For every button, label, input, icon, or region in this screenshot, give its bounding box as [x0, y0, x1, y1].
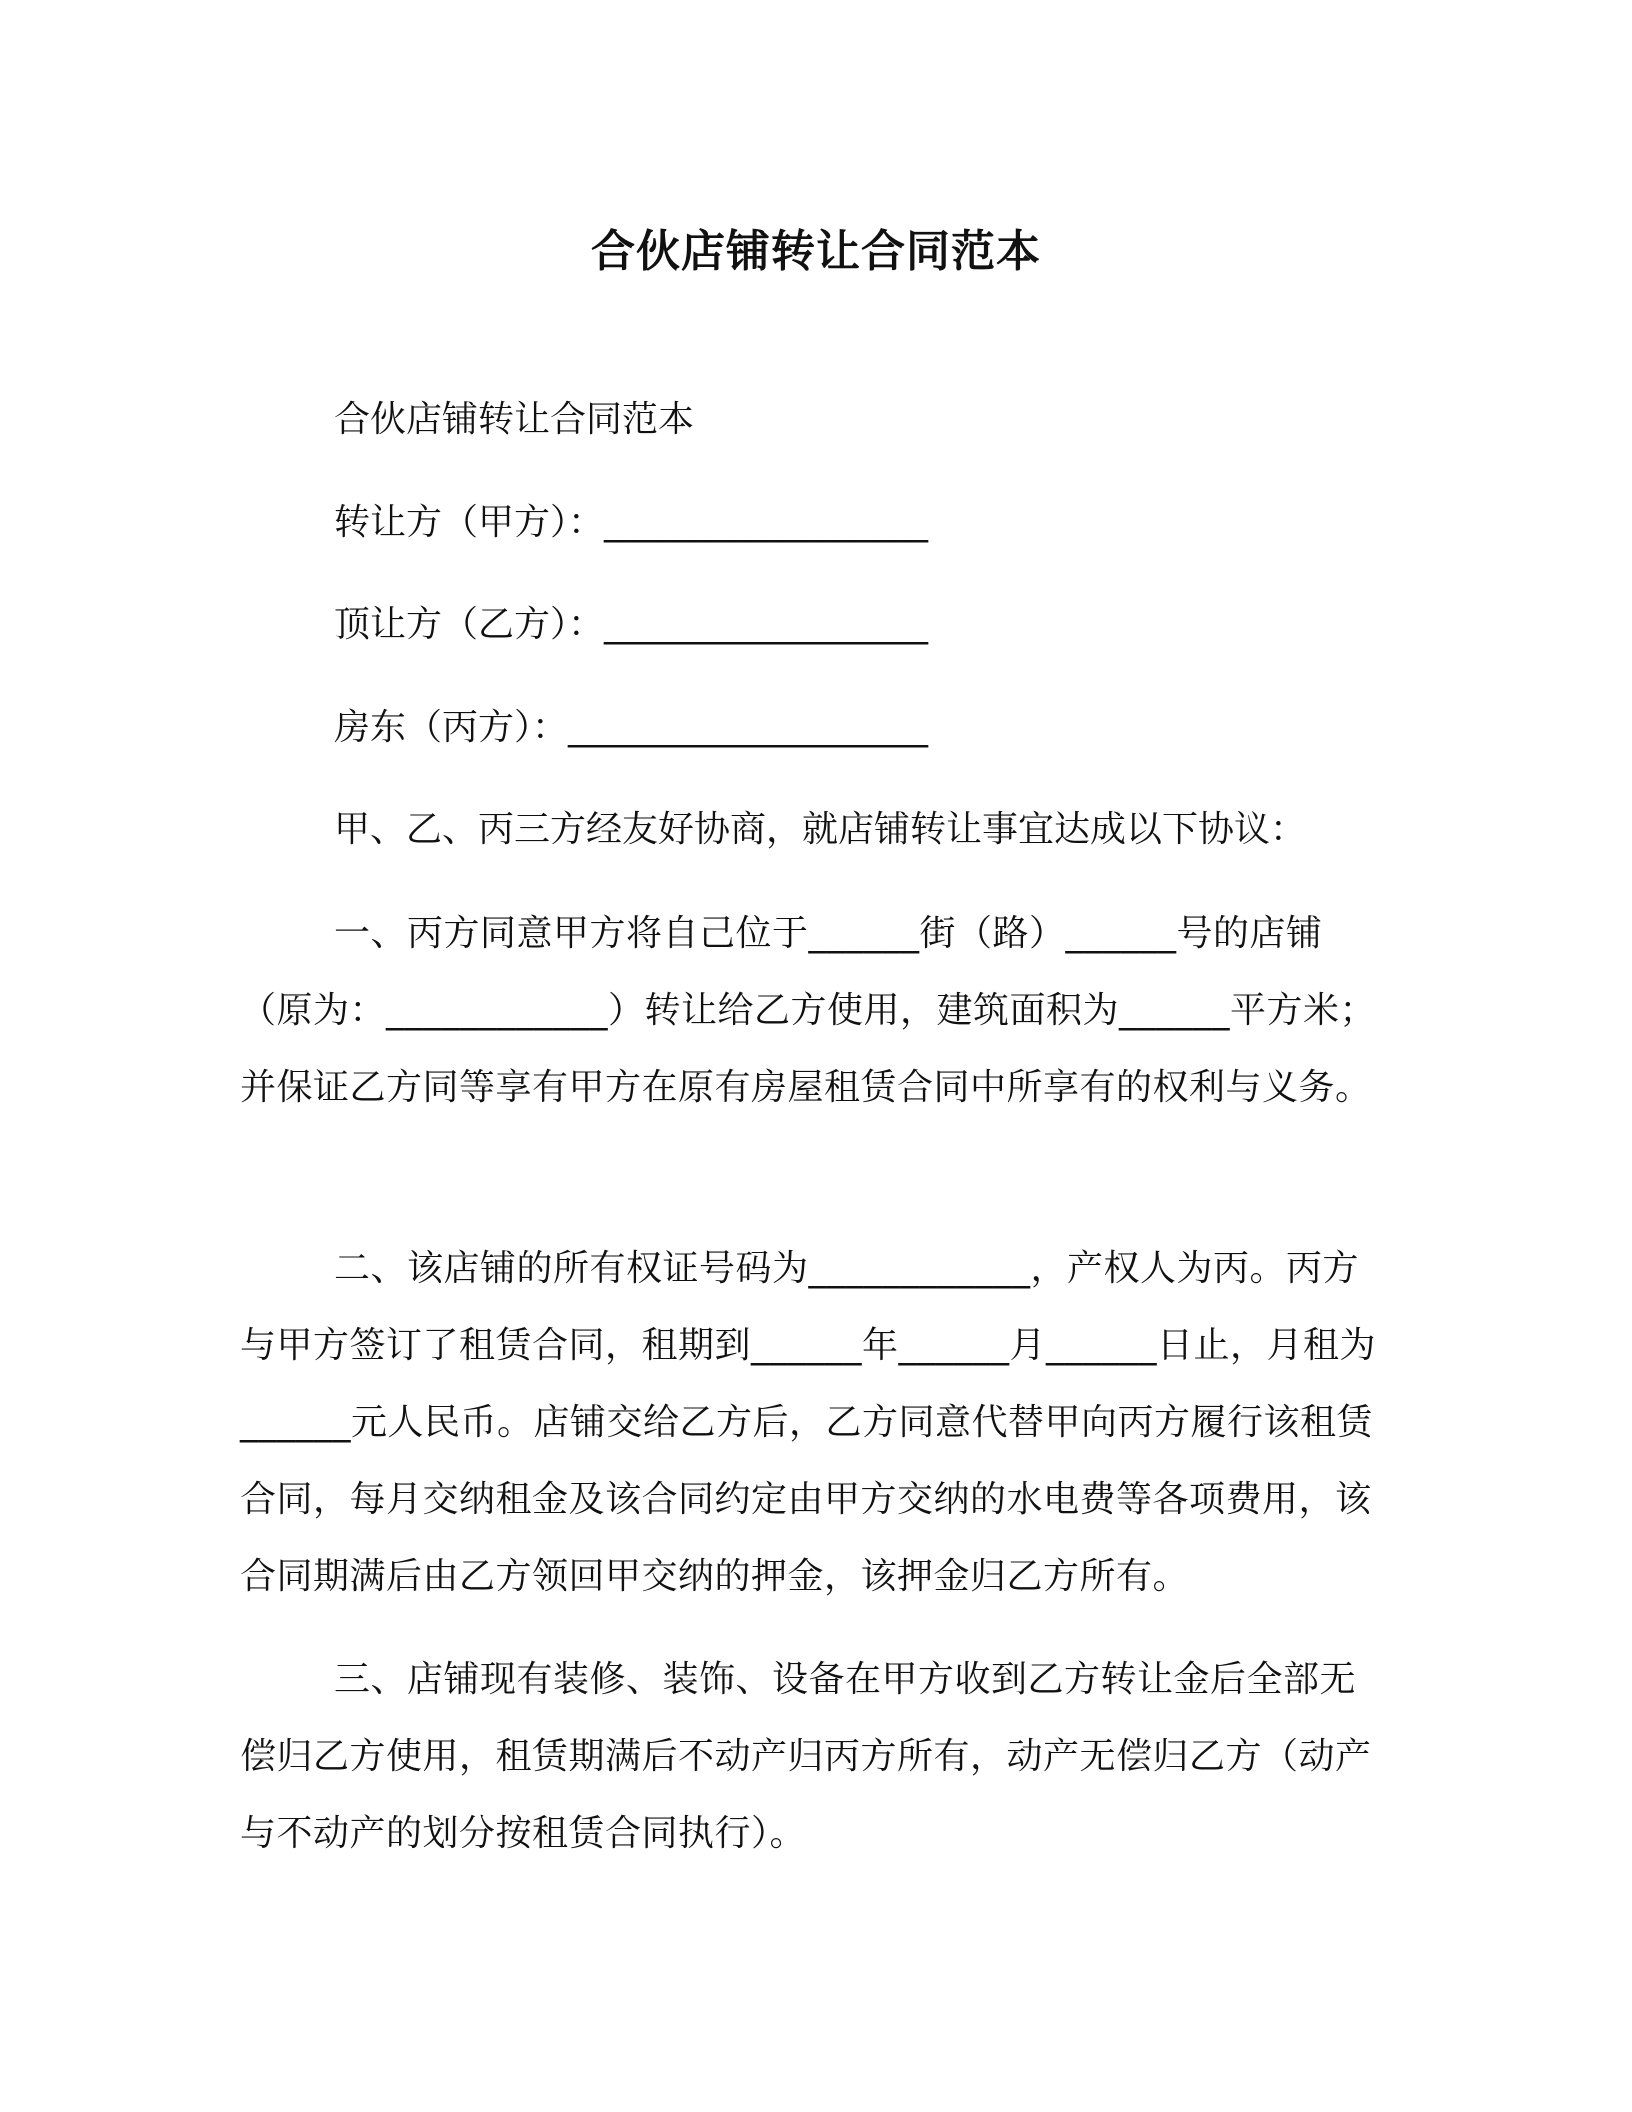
clause-1: 一、丙方同意甲方将自己位于______街（路）______号的店铺（原为：____________）转让给乙方使用，建筑面积为______平方米；并保证乙方同等享有甲方在原有房屋租赁合同中所享有的权利与义务。: [240, 913, 1377, 1108]
party-a-line: 转让方（甲方）：__________________: [334, 502, 929, 543]
document-title: 合伙店铺转让合同范本: [591, 226, 1041, 277]
party-b-line: 顶让方（乙方）：__________________: [334, 604, 929, 645]
party-c-line: 房东（丙方）：____________________: [334, 707, 929, 748]
clause-2: 二、该店铺的所有权证号码为____________，产权人为丙。丙方与甲方签订了租赁合同，租期到______年______月______日止，月租为______元人民币。店铺交给乙方后，乙方同意代替甲向丙方履行该租赁合同，每月交纳租金及该合同约定由甲方交纳的水电费等各项费用，该合同期满后由乙方领回甲交纳的押金，该押金归乙方所有。: [240, 1248, 1377, 1597]
document-subtitle: 合伙店铺转让合同范本: [334, 399, 695, 440]
clause-3: 三、店铺现有装修、装饰、设备在甲方收到乙方转让金后全部无偿归乙方使用，租赁期满后不动产归丙方所有，动产无偿归乙方（动产与不动产的划分按租赁合同执行）。: [240, 1659, 1372, 1854]
intro-line: 甲、乙、丙三方经友好协商，就店铺转让事宜达成以下协议：: [334, 809, 1307, 850]
